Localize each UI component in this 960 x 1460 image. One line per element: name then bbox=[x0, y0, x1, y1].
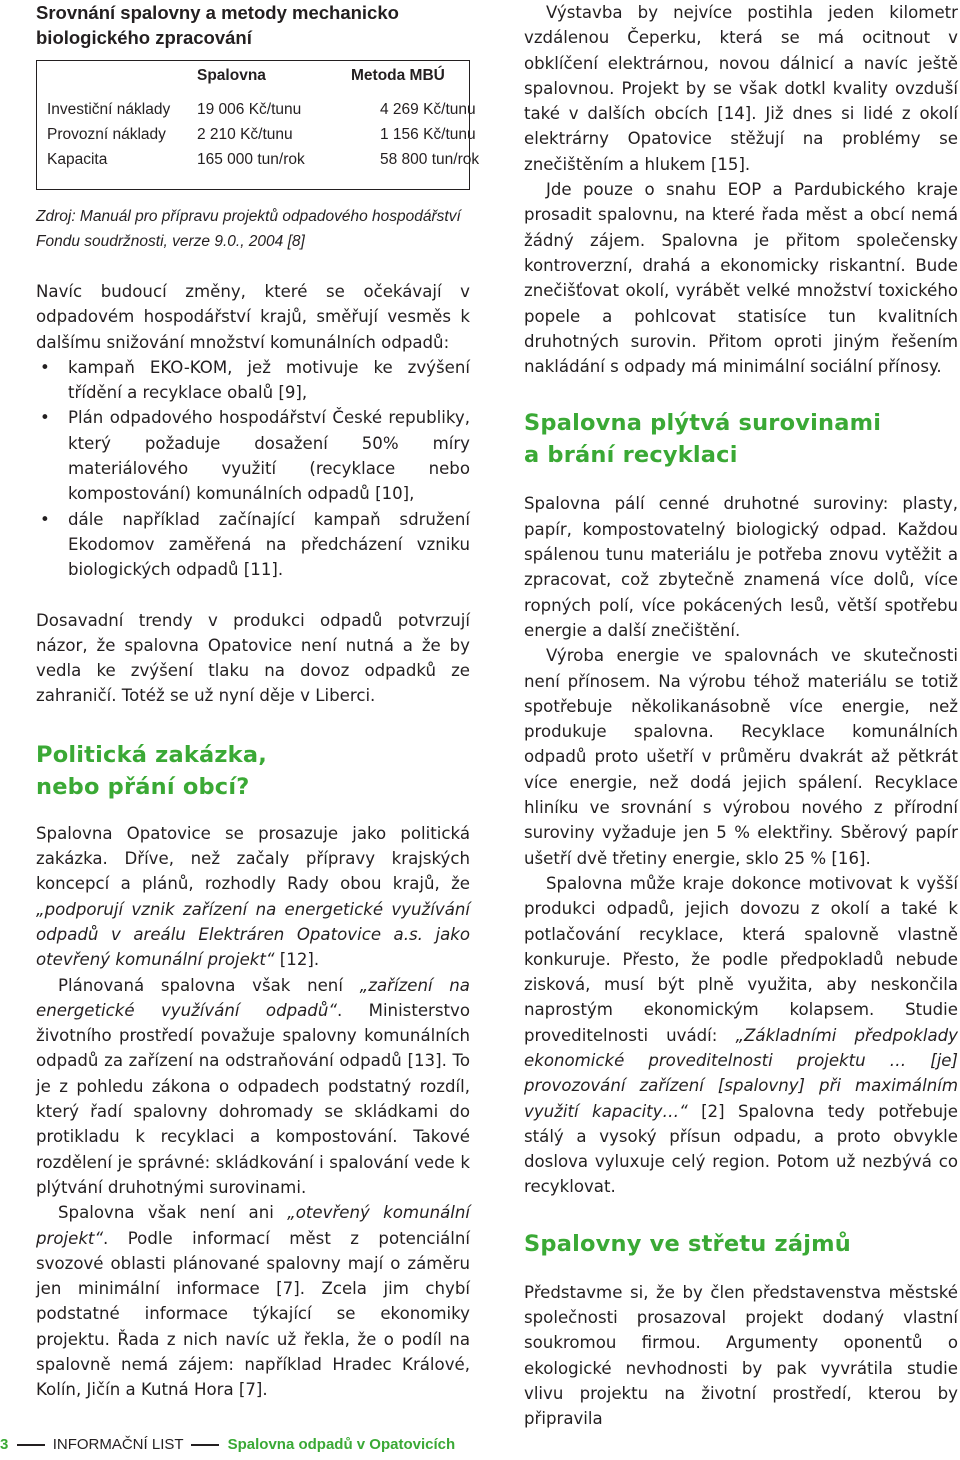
heading-line: nebo přání obcí? bbox=[36, 773, 250, 800]
list-item: • kampaň EKO-KOM, jež motivuje ke zvýšení třídění a recyklace obalů [9], bbox=[36, 355, 470, 406]
right-column bbox=[524, 0, 958, 1432]
text-run: Spalovna Opatovice se prosazuje jako politická zakázka. Dříve, než začaly přípravy krajských koncepcí a plánů, rozhodly Rady obou krajů, že bbox=[36, 823, 470, 894]
paragraph bbox=[36, 1200, 470, 1402]
paragraph bbox=[36, 973, 470, 1201]
paragraph bbox=[524, 871, 958, 1200]
table-header-mbu: Metoda MBÚ bbox=[351, 67, 445, 84]
text-run: Spalovna však není ani bbox=[58, 1203, 288, 1223]
table-row-label: Investiční náklady bbox=[47, 101, 171, 118]
text-run: Spalovna může kraje dokonce motivovat k vyšší produkci odpadů, jejich dovozu z okolí a také k potlačování recyklace, která spalovně vlastně konkuruje. Přesto, že podle předpokladů nebude zisková, musí být plně využita, aby neskončila naprostým ekonomickým kolapsem. Studie proveditelnosti uvádí: bbox=[524, 873, 958, 1045]
table-cell-spalovna: 19 006 Kč/tunu bbox=[197, 101, 302, 118]
footer-rule bbox=[191, 1444, 219, 1446]
section-heading-spalovna-plytva bbox=[524, 407, 958, 471]
table-cell-mbu: 58 800 tun/rok bbox=[380, 151, 480, 168]
comparison-table bbox=[36, 60, 480, 190]
quote: „podporují vznik zařízení na energetické využívání odpadů v areálu Elektráren Opatovice a.s. jako otevřený komunální projekt“ bbox=[36, 899, 470, 970]
table-cell-spalovna: 165 000 tun/rok bbox=[197, 151, 305, 168]
heading-line: Politická zakázka, bbox=[36, 741, 267, 768]
text-run: . Ministerstvo životního prostředí považuje spalovny komunálních odpadů za zařízení na odstraňování odpadů [13]. To je z pohledu zákona o odpadech podstatný rozdíl, který řadí spalovny dohromady se skládkami do protikladu k recyklaci a kompostování. Takové rozdělení je správné: skládkování i spalování vede k plýtvání druhotnými surovinami. bbox=[36, 1000, 470, 1197]
page-number: 3 bbox=[0, 1436, 9, 1453]
paragraph bbox=[36, 821, 470, 973]
paragraph: Jde pouze o snahu EOP a Pardubického kraje prosadit spalovnu, na které řada měst a obcí nemá žádný zájem. Spalovna je přitom společensky kontroverzní, drahá a ekonomicky riskantní. Bude znečišťovat okolí, vyrábět velké množství toxického popele a pohlcovat statisíce tun kvalitních druhotných surovin. Přitom oproti jiným řešením nakládání s odpady má minimální sociální přínosy. bbox=[524, 180, 958, 377]
paragraph: Výroba energie ve spalovnách ve skutečnosti není přínosem. Na výrobu téhož materiálu se totiž spotřebuje několikanásobně více energie, než produkuje spalovna. Recyklace komunálních odpadů proto ušetří v průměru dvakrát až pětkrát více energie, než dodá jejich spálení. Recyklace hliníku ve srovnání s výrobou nového z přírodní suroviny vyžaduje jen 5 % elektřiny. Sběrový papír ušetří dvě třetiny energie, sklo 25 % [16]. bbox=[524, 646, 958, 868]
text-run: . Podle informací měst z potenciální svozové oblasti plánované spalovny mají o záměru jen minimální informace [7]. Zcela jim chybí podstatné informace týkající se ekonomiky projektu. Řada z nich navíc už řekla, že o podíl na spalovně nemá zájem: například Hradec Králové, Kolín, Jičín a Kutná Hora [7]. bbox=[36, 1228, 470, 1400]
table-cell-mbu: 4 269 Kč/tunu bbox=[380, 101, 476, 118]
section-heading-stret-zajmu: Spalovny ve střetu zájmů bbox=[524, 1230, 851, 1257]
footer-label: INFORMAČNÍ LIST bbox=[52, 1436, 184, 1453]
table-header-spalovna: Spalovna bbox=[197, 67, 266, 84]
list-item: • dále například začínající kampaň sdružení Ekodomov zaměřená na předcházení vzniku biologických odpadů [11]. bbox=[36, 507, 470, 583]
table-row-label: Provozní náklady bbox=[47, 126, 166, 143]
list-item: • Plán odpadového hospodářství České republiky, který požaduje dosažení 50% míry materiálového využití (recyklace nebo kompostování) komunálních odpadů [10], bbox=[36, 405, 470, 506]
paragraph: Představme si, že by člen představenstva městské společnosti prosazoval projekt dodaný vlastní soukromou firmou. Argumenty oponentů o ekologické nevhodnosti by pak vyvrátila studie vlivu projektu na životní prostředí, kterou by připravila bbox=[524, 1282, 958, 1429]
table-cell-spalovna: 2 210 Kč/tunu bbox=[197, 126, 293, 143]
paragraph: Navíc budoucí změny, které se očekávají v odpadovém hospodářství krajů, směřují vesměs k dalšímu snižování množství komunálních odpadů: bbox=[36, 282, 470, 352]
paragraph: Výstavba by nejvíce postihla jeden kilometr vzdálenou Čeperku, která se má ocitnout v obklíčení elektrárnou, novou dálnicí a navíc ještě spalovnou. Projekt by se však dotkl kvality ovzduší také v dalších obcích [14]. Již dnes si lidé z okolí elektrárny Opatovice stěžují na problémy se znečištěním a hlukem [15]. bbox=[524, 3, 958, 174]
quote: „otevřený komunální projekt“ bbox=[36, 1203, 471, 1248]
footer-title: Spalovna odpadů v Opatovicích bbox=[227, 1436, 456, 1453]
section-heading-politicka-zakazka bbox=[36, 739, 470, 803]
page-footer bbox=[0, 1435, 455, 1455]
paragraph: Dosavadní trendy v produkci odpadů potvrzují názor, že spalovna Opatovice není nutná a že by vedla ke zvýšení tlaku na dovoz odpadků ze zahraničí. Totéž se už nyní děje v Liberci. bbox=[36, 610, 470, 706]
text-run: [12]. bbox=[274, 950, 320, 970]
quote: „Základními předpoklady ekonomické proveditelnosti projektu … [je] provozování zařízení [spalovny] při maximálním využití kapacity…“ bbox=[524, 1025, 958, 1121]
heading-line: a brání recyklaci bbox=[524, 442, 738, 469]
heading-line: Spalovna plýtvá surovinami bbox=[524, 410, 882, 437]
quote: „zařízení na energetické využívání odpadů“ bbox=[36, 975, 470, 1020]
table-source: Zdroj: Manuál pro přípravu projektů odpadového hospodářství Fondu soudržnosti, verze 9.0., 2004 [8] bbox=[36, 208, 461, 250]
footer-rule bbox=[17, 1444, 45, 1446]
table-cell-mbu: 1 156 Kč/tunu bbox=[380, 126, 476, 143]
table-row-label: Kapacita bbox=[47, 151, 108, 168]
table-title: Srovnání spalovny a metody mechanicko biologického zpracování bbox=[36, 2, 399, 48]
paragraph: Spalovna pálí cenné druhotné suroviny: plasty, papír, kompostovatelný biologický odpad. Každou spálenou tunu materiálu je potřeba znovu vytěžit a zpracovat, což zbytečně znamená více dolů, více ropných polí, více pokácených lesů, větší spotřebu energie a další znečištění. bbox=[524, 494, 958, 640]
text-run: Plánovaná spalovna však není bbox=[58, 975, 360, 995]
left-column bbox=[36, 0, 480, 1403]
text-run: [2] Spalovna tedy potřebuje stálý a vysoký přísun odpadu, a proto obvykle doslova vyluxuje celý region. Potom už nezbývá co recyklovat. bbox=[524, 1101, 958, 1197]
bullet-list bbox=[36, 355, 470, 583]
